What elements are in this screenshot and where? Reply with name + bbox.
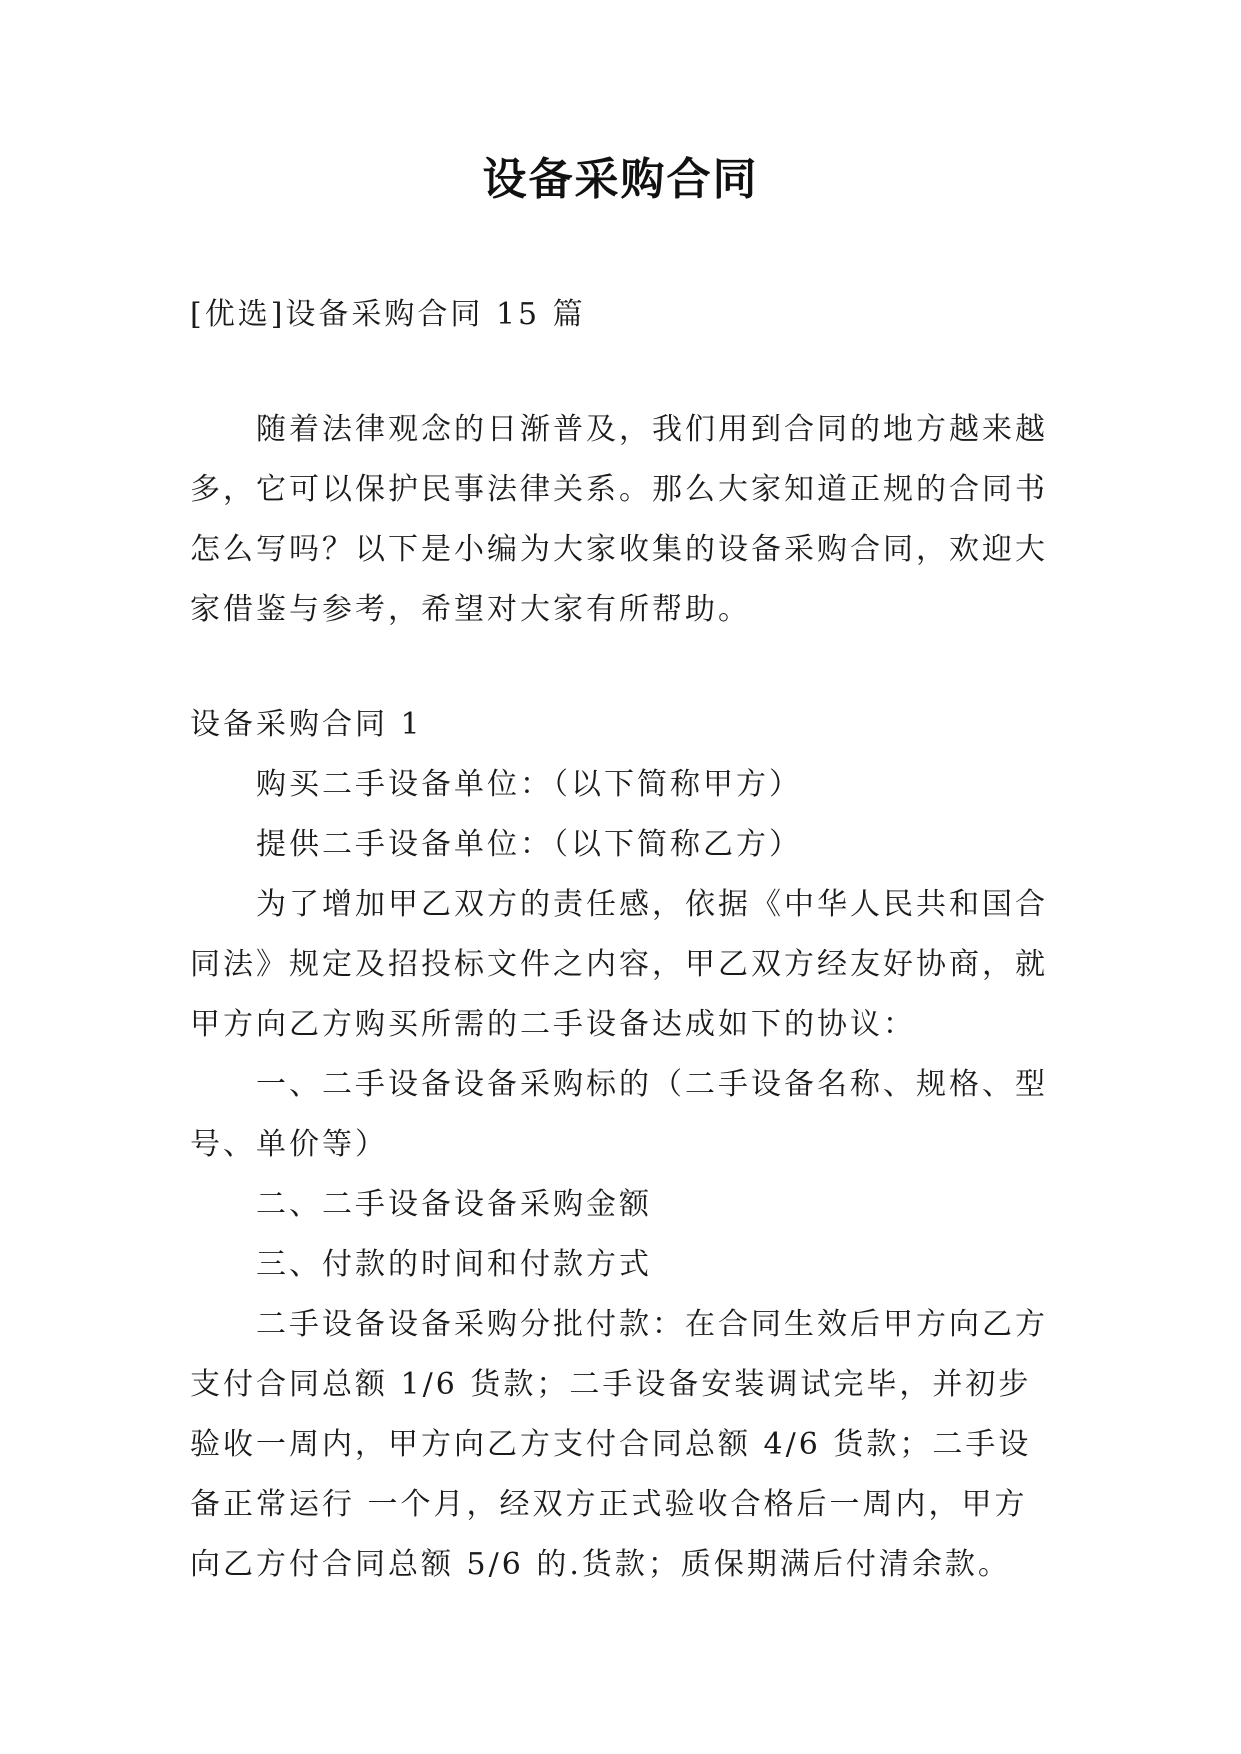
- document-title: 设备采购合同: [482, 154, 759, 205]
- preamble-paragraph: 为了增加甲乙双方的责任感，依据《中华人民共和国合同法》规定及招投标文件之内容，甲乙双方经友好协商，就甲方向乙方购买所需的二手设备达成如下的协议：: [190, 887, 1048, 1042]
- buyer-line: 购买二手设备单位：（以下简称甲方）: [256, 767, 802, 802]
- intro-text: 随着法律观念的日渐普及，我们用到合同的地方越来越多，它可以保护民事法律关系。那么大家知道正规的合同书怎么写吗？以下是小编为大家收集的设备采购合同，欢迎大家借鉴与参考，希望对大家有所帮助。: [190, 412, 1048, 627]
- payment-terms-paragraph: 二手设备设备采购分批付款：在合同生效后甲方向乙方支付合同总额 1/6 货款；二手设备安装调试完毕，并初步验收一周内，甲方向乙方支付合同总额 4/6 货款；二手设备正常运行 一个月，经双方正式验收合格后一周内，甲方向乙方付合同总额 5/6 的.货款；质保期满后付清余款。: [190, 1307, 1048, 1582]
- subtitle-text: [优选]设备采购合同 15 篇: [190, 297, 586, 332]
- intro-paragraph: [190, 400, 1050, 640]
- document-subtitle: [190, 285, 1050, 345]
- clause-3: 三、付款的时间和付款方式: [256, 1247, 652, 1282]
- supplier-line: 提供二手设备单位：（以下简称乙方）: [256, 827, 802, 862]
- contract-section: [190, 695, 1050, 1595]
- clause-2: 二、二手设备设备采购金额: [256, 1187, 652, 1222]
- clause-1: 一、二手设备设备采购标的（二手设备名称、规格、型号、单价等）: [190, 1067, 1048, 1162]
- section-heading: 设备采购合同 1: [190, 707, 423, 742]
